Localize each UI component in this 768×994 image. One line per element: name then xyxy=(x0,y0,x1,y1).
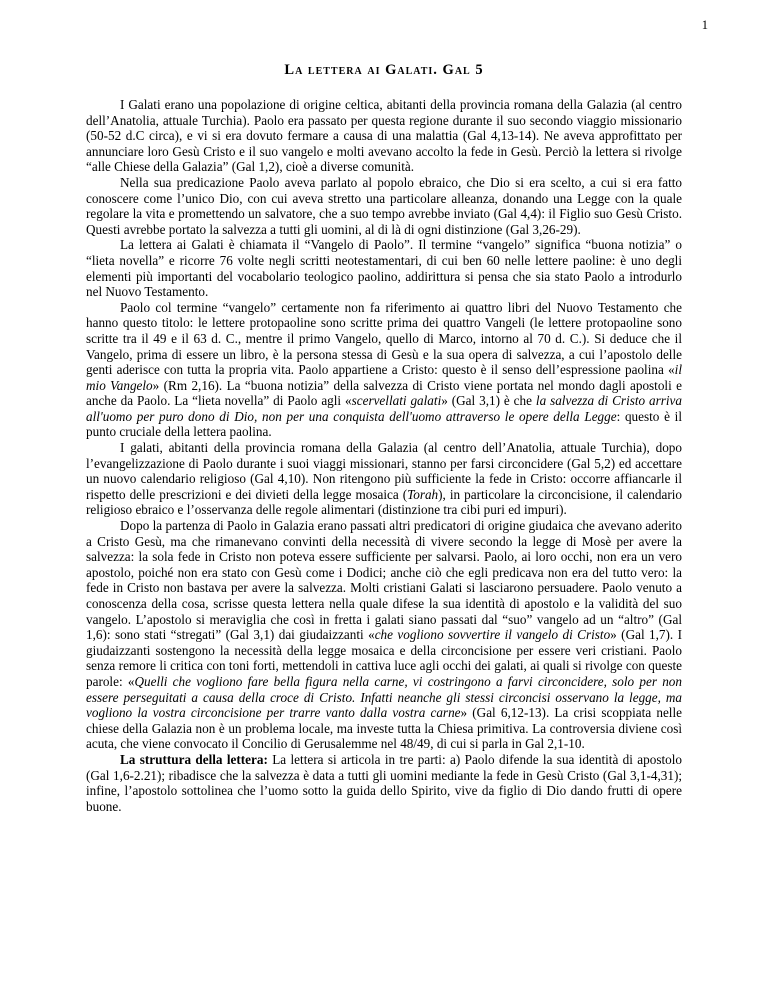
paragraph-6 xyxy=(86,518,682,752)
text-segment: I Galati erano una popolazione di origine celtica, abitanti della provincia romana della Galazia (al centro dell’Anatolia, attuale Turchia). Paolo era passato per questa regione durante il suo secondo viaggio missionario (50-52 d.C circa), e vi si era dovuto fermare a causa di una malattia (Gal 4,13-14). Ne aveva approfittato per annunciare loro Gesù Cristo e il suo vangelo e molti avevano accolto la fede in Gesù. Perciò la lettera si rivolge “alle Chiese della Galazia” (Gal 1,2), cioè a diverse comunità. xyxy=(86,97,682,175)
text-segment: Dopo la partenza di Paolo in Galazia erano passati altri predicatori di origine giudaica che avevano aderito a Cristo Gesù, ma che rimanevano convinti della necessità di vivere secondo la legge di Mosè per avere la salvezza: la sola fede in Cristo non poteva essere sufficiente per salvarsi. Paolo, ai loro occhi, non era un vero apostolo, poiché non era stato con Gesù come i Dodici; anche ciò che egli predicava non era del tutto vero: la fede in Cristo non bastava per avere la salvezza. Molti cristiani Galati si lasciarono persuadere. Paolo venuto a conoscenza della cosa, scrisse questa lettera nella quale difese la sua identità di apostolo e la validità del suo vangelo. L’apostolo si meraviglia che così in fretta i galati siano passati dal “suo” vangelo ad un “altro” (Gal 1,6): sono stati “stregati” (Gal 3,1) dai giudaizzanti « xyxy=(86,518,682,643)
italic-quote: scervellati galati xyxy=(351,393,442,409)
text-segment: La lettera si articola in tre parti: a) Paolo difende la sua identità di apostolo (Gal 1,6-2.21); ribadisce che la salvezza è data a tutti gli uomini mediante la fede in Gesù Cristo (Gal 3,1-4,31); infine, l’apostolo sottolinea che l’uomo sotto la guida dello Spirito, vive da figlio di Dio dando frutti di opere buone. xyxy=(86,751,682,814)
italic-quote: la salvezza di Cristo arriva all'uomo per puro dono di Dio, non per una conquista dell'uomo attraverso le opere della Legge xyxy=(86,393,683,424)
italic-quote: che vogliono sovvertire il vangelo di Cristo xyxy=(374,627,611,643)
paragraph-4 xyxy=(86,300,682,440)
text-segment: Nella sua predicazione Paolo aveva parlato al popolo ebraico, che Dio si era scelto, a cui si era fatto conoscere come l’unico Dio, con cui aveva stretto una particolare alleanza, donando una Legge con la quale regolare la vita e promettendo un salvatore, che a suo tempo avrebbe inviato (Gal 4,4): il Figlio suo Gesù Cristo. Questi avrebbe portato la salvezza a tutti gli uomini, al di là di ogni distinzione (Gal 3,26-29). xyxy=(86,174,682,237)
document-title: La lettera ai Galati. Gal 5 xyxy=(284,62,484,78)
text-segment: » (Rm 2,16). La “buona notizia” della salvezza di Cristo viene portata nel mondo dagli apostoli e anche da Paolo. La “lieta novella” di Paolo agli « xyxy=(86,377,682,409)
paragraph-3 xyxy=(86,237,682,299)
text-segment: : questo è il punto cruciale della lettera paolina. xyxy=(86,408,682,440)
italic-quote: Quelli che vogliono fare bella figura nella carne, vi costringono a farvi circoncidere, solo per non essere perseguitati a causa della croce di Cristo. Infatti neanche gli stessi circoncisi osservano la legge, ma vogliono la vostra circoncisione per trarre vanto dalla vostra carne xyxy=(86,673,682,721)
paragraph-7 xyxy=(86,752,682,814)
italic-quote: Torah xyxy=(407,486,439,502)
text-segment: Paolo col termine “vangelo” certamente non fa riferimento ai quattro libri del Nuovo Testamento che hanno questo titolo: le lettere protopaoline sono scritte prima dei quattro Vangeli (le lettere protopaoline sono scritte tra il 49 e il 63 d. C., mentre il primo Vangelo, quello di Marco, intorno al 70 d. C.). Si deduce che il Vangelo, prima di essere un libro, è la persona stessa di Gesù e la sua opera di salvezza, a cui l’apostolo delle genti aderisce con tutta la propria vita. Paolo appartiene a Cristo: questo è il senso dell’espressione paolina « xyxy=(86,299,682,378)
text-segment: » (Gal 3,1) è che xyxy=(441,393,536,409)
italic-quote: il mio Vangelo xyxy=(86,362,682,393)
text-segment: » (Gal 1,7). I giudaizzanti sostengono la necessità della legge mosaica e della circoncisione per essere veri cristiani. Paolo senza remore li critica con toni forti, mettendoli in cattiva luce agli occhi dei galati, ai quali si rivolge con queste parole: « xyxy=(86,627,682,689)
text-segment: La lettera ai Galati è chiamata il “Vangelo di Paolo”. Il termine “vangelo” significa “buona notizia” o “lieta novella” e ricorre 76 volte negli scritti neotestamentari, di cui ben 60 nelle lettere paoline: è uno degli elementi più importanti del vocabolario teologico paolino, addirittura si pensa che sia stato Paolo a introdurlo nel Nuovo Testamento. xyxy=(86,237,682,300)
bold-text: La struttura della lettera: xyxy=(120,751,268,767)
text-segment: I galati, abitanti della provincia romana della Galazia (al centro dell’Anatolia, attuale Turchia), dopo l’evangelizzazione di Paolo durante i suoi viaggi missionari, stanno per farsi circoncidere (Gal 5,2) ed accettare un nuovo calendario religioso (Gal 4,10). Non ritengono più sufficiente la fede in Cristo: occorre affiancarle il rispetto delle prescrizioni e dei divieti della legge mosaica ( xyxy=(86,440,682,502)
paragraph-1 xyxy=(86,97,682,175)
paragraph-5 xyxy=(86,440,682,518)
paragraph-2 xyxy=(86,175,682,237)
text-segment: » (Gal 6,12-13). La crisi scoppiata nelle chiese della Galazia non è un problema locale, ma investe tutta la Chiesa primitiva. La controversia diviene così acuta, che viene convocato il Concilio di Gerusalemme nel 48/49, di cui si parla in Gal 2,1-10. xyxy=(86,705,682,752)
document-body xyxy=(86,97,682,814)
page-number: 1 xyxy=(701,18,708,32)
text-segment: ), in particolare la circoncisione, il calendario religioso ebraico e l’osservanza delle regole alimentari (distinzione tra cibi puri ed impuri). xyxy=(86,486,682,518)
